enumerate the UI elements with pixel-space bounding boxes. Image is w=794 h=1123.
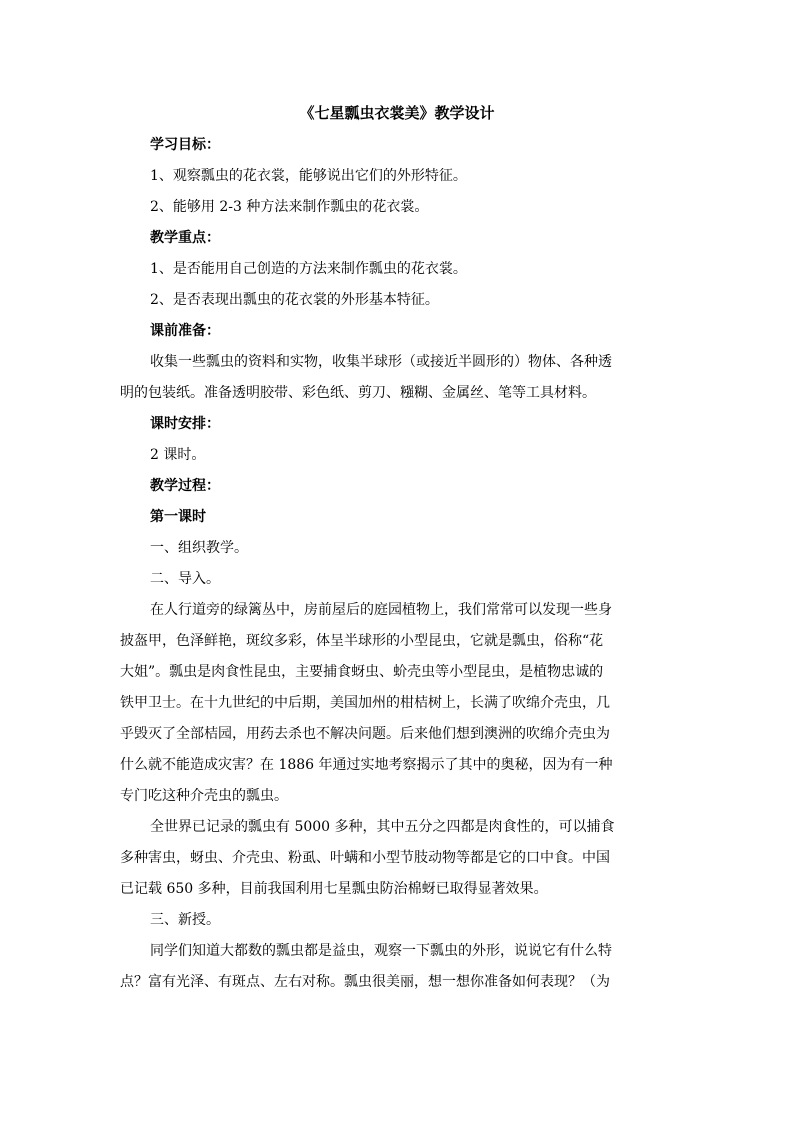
new-paragraph-line-2: 点？富有光泽、有斑点、左右对称。瓢虫很美丽，想一想你准备如何表现？（为: [120, 974, 610, 990]
intro-paragraph-1-line-7: 专门吃这种介壳虫的瓢虫。: [120, 788, 288, 804]
step-2: 二、导入。: [150, 571, 220, 587]
goals-heading: 学习目标：: [150, 137, 220, 153]
intro-paragraph-1-line-6: 什么就不能造成灾害？在 1886 年通过实地考察揭示了其中的奥秘，因为有一种: [120, 757, 613, 773]
time-value: 2 课时。: [150, 447, 206, 463]
intro-paragraph-1-line-1: 在人行道旁的绿篱丛中，房前屋后的庭园植物上，我们常常可以发现一些身: [150, 602, 612, 618]
lesson-1-heading: 第一课时: [150, 509, 206, 525]
process-heading: 教学过程：: [150, 478, 220, 494]
intro-paragraph-2-line-1: 全世界已记录的瓢虫有 5000 多种，其中五分之四都是肉食性的，可以捕食: [150, 819, 615, 835]
new-paragraph-line-1: 同学们知道大都数的瓢虫都是益虫，观察一下瓢虫的外形，说说它有什么特: [150, 943, 612, 959]
goal-item-1: 1、观察瓢虫的花衣裳，能够说出它们的外形特征。: [150, 168, 467, 184]
intro-paragraph-2-line-3: 已记载 650 多种，目前我国利用七星瓢虫防治棉蚜已取得显著效果。: [120, 881, 548, 897]
intro-paragraph-1-line-2: 披盔甲，色泽鲜艳，斑纹多彩，体呈半球形的小型昆虫，它就是瓢虫，俗称“花: [120, 633, 604, 649]
focus-heading: 教学重点：: [150, 230, 220, 246]
intro-paragraph-1-line-4: 铁甲卫士。在十九世纪的中后期，美国加州的柑桔树上，长满了吹绵介壳虫，几: [120, 695, 610, 711]
intro-paragraph-2-line-2: 多种害虫，蚜虫、介壳虫、粉虱、叶螨和小型节肢动物等都是它的口中食。中国: [120, 850, 610, 866]
goal-item-2: 2、能够用 2-3 种方法来制作瓢虫的花衣裳。: [150, 199, 429, 215]
document-title: 《七星瓢虫衣裳美》教学设计: [299, 104, 495, 122]
focus-item-1: 1、是否能用自己创造的方法来制作瓢虫的花衣裳。: [150, 261, 467, 277]
prep-line-2: 明的包装纸。准备透明胶带、彩色纸、剪刀、糨糊、金属丝、笔等工具材料。: [120, 385, 596, 401]
focus-item-2: 2、是否表现出瓢虫的花衣裳的外形基本特征。: [150, 292, 439, 308]
time-heading: 课时安排：: [150, 416, 220, 432]
prep-line-1: 收集一些瓢虫的资料和实物，收集半球形（或接近半圆形的）物体、各种透: [150, 354, 612, 370]
intro-paragraph-1-line-3: 大姐”。瓢虫是肉食性昆虫，主要捕食蚜虫、蚧壳虫等小型昆虫，是植物忠诚的: [120, 664, 604, 680]
step-3: 三、新授。: [150, 912, 220, 928]
intro-paragraph-1-line-5: 乎毁灭了全部桔园，用药去杀也不解决问题。后来他们想到澳洲的吹绵介壳虫为: [120, 726, 610, 742]
prep-heading: 课前准备：: [150, 323, 220, 339]
step-1: 一、组织教学。: [150, 540, 248, 556]
